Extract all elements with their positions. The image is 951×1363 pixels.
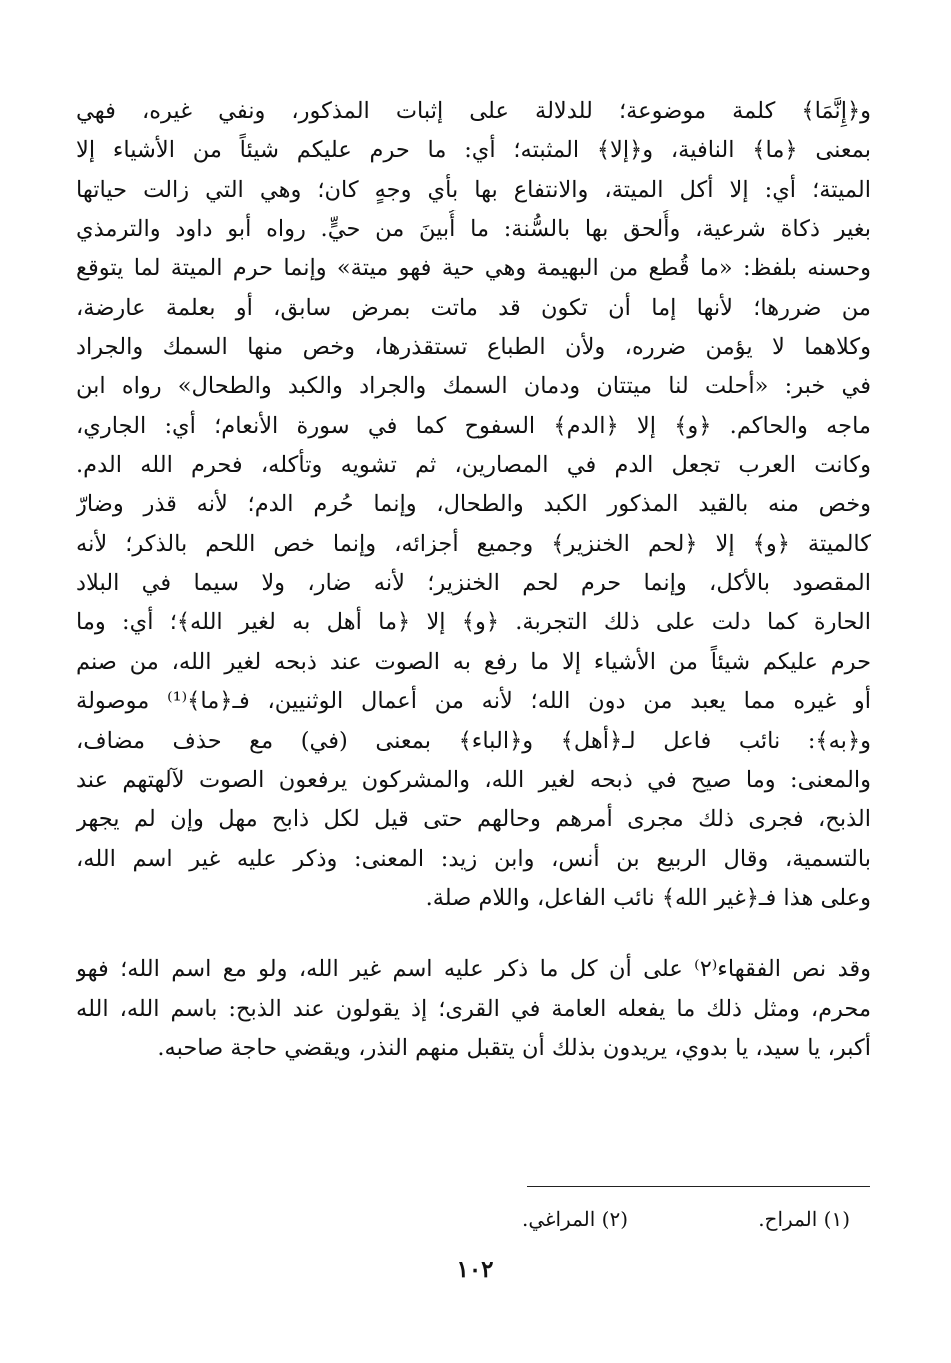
paragraph-1 bbox=[76, 92, 871, 918]
text-line: والمعنى: وما صيح في ذبحه لغير الله، والمشركون يرفعون الصوت لآلهتهم عند bbox=[76, 766, 871, 793]
text-line: الحارة كما دلت على ذلك التجربة. ﴿و﴾ إلا ﴿ما أهل به لغير الله﴾؛ أي: وما bbox=[76, 609, 871, 636]
text-line: الميتة؛ أي: إلا أكل الميتة، والانتفاع بها بأي وجهٍ كان؛ وهي التي زالت حياتها bbox=[76, 176, 871, 203]
paragraph-2 bbox=[76, 950, 871, 1068]
text-line: و﴿به﴾: نائب فاعل لـ﴿أهل﴾ و﴿الباء﴾ بمعنى (في) مع حذف مضاف، bbox=[76, 727, 871, 754]
text-line: بمعنى ﴿ما﴾ النافية، و﴿إلا﴾ المثبته؛ أي: ما حرم عليكم شيئاً من الأشياء إلا bbox=[76, 137, 871, 164]
text-line: كالميتة ﴿و﴾ إلا ﴿لحم الخنزير﴾ وجميع أجزائه، وإنما خص اللحم بالذكر؛ لأنه bbox=[76, 530, 871, 557]
text-line: ماجه والحاكم. ﴿و﴾ إلا ﴿الدم﴾ السفوح كما في سورة الأنعام؛ أي: الجاري، bbox=[76, 412, 871, 439]
text-line: وعلى هذا فـ﴿غير الله﴾ نائب الفاعل، واللام صلة. bbox=[425, 884, 871, 911]
text-line: وخص منه بالقيد المذكور الكبد والطحال، وإنما حُرم الدم؛ لأنه قذر وضارّ bbox=[76, 491, 871, 518]
text-line: وقد نص الفقهاء⁽٢⁾ على أن كل ما ذكر عليه اسم غير الله، ولو مع اسم الله؛ فهو bbox=[76, 956, 871, 983]
paragraph-spacer bbox=[76, 918, 871, 950]
text-line: المقصود بالأكل، وإنما حرم لحم الخنزير؛ لأنه ضار، ولا سيما في البلاد bbox=[76, 570, 871, 597]
text-line: من ضررها؛ لأنها إما أن تكون قد ماتت بمرض سابق، أو بعلمة عارضة، bbox=[76, 294, 871, 321]
text-line: حرم عليكم شيئاً من الأشياء إلا ما رفع به الصوت عند ذبحه لغير الله، من صنم bbox=[76, 648, 871, 675]
footnotes bbox=[300, 1203, 850, 1235]
text-line: بالتسمية، وقال الربيع بن أنس، وابن زيد: المعنى: وذكر عليه غير اسم الله، bbox=[76, 845, 871, 872]
text-line: محرم، ومثل ذلك ما يفعله العامة في القرى؛ إذ يقولون عند الذبح: باسم الله، الله bbox=[76, 995, 871, 1022]
text-line: أو غيره مما يعبد من دون الله؛ لأنه من أعمال الوثنيين، فـ﴿ما﴾⁽¹⁾ موصولة bbox=[76, 688, 871, 715]
footnote-divider bbox=[527, 1186, 870, 1187]
footnote-2: (٢) المراغي. bbox=[521, 1207, 628, 1231]
main-text bbox=[76, 92, 871, 1068]
text-line: وكانت العرب تجعل الدم في المصارين، ثم تشويه وتأكله، فحرم الله الدم. bbox=[76, 452, 871, 479]
page-number: ١٠٢ bbox=[456, 1256, 494, 1283]
text-line: في خبر: «أحلت لنا ميتتان ودمان السمك والجراد والكبد والطحال» رواه ابن bbox=[76, 373, 871, 400]
text-line: وحسنه بلفظ: «ما قُطع من البهيمة وهي حية فهو ميتة» وإنما حرم الميتة لما يتوقع bbox=[76, 255, 871, 282]
text-line: الذبح، فجرى ذلك مجرى أمرهم وحالهم حتى قيل لكل ذابح مهل وإن لم يجهر bbox=[76, 806, 871, 833]
footnote-1: (١) المراح. bbox=[758, 1207, 850, 1231]
text-line: وكلاهما لا يؤمن ضرره، ولأن الطباع تستقذرها، وخص منها السمك والجراد bbox=[76, 334, 871, 361]
text-line: أكبر، يا سيد، يا بدوي، يريدون بذلك أن يتقبل منهم النذر، ويقضي حاجة صاحبه. bbox=[157, 1034, 871, 1061]
text-line: و﴿إِنَّمَا﴾ كلمة موضوعة؛ للدلالة على إثبات المذكور، ونفي غيره، فهي bbox=[76, 98, 871, 124]
text-line: بغير ذكاة شرعية، وأُلحق بها بالسُّنة: ما أُبينَ من حيٍّ. رواه أبو داود والترمذي bbox=[76, 216, 871, 243]
